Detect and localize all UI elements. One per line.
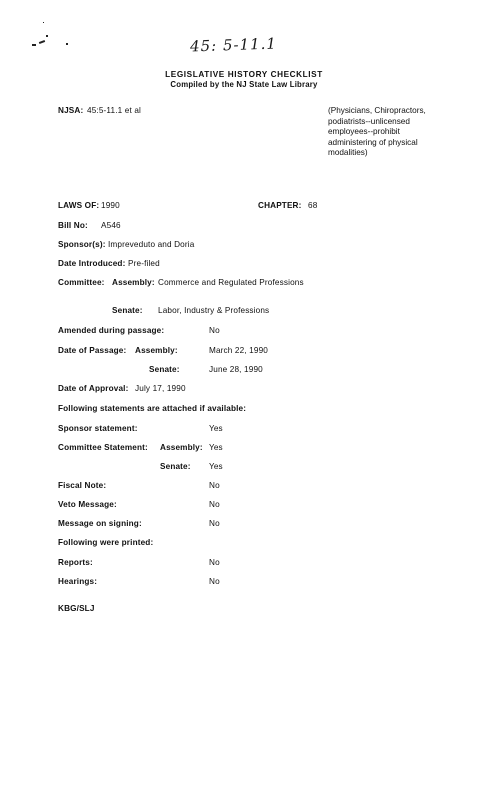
passage-senate-value: June 28, 1990 [209,365,263,374]
printed-heading: Following were printed: [58,538,154,547]
sponsor-statement-value: Yes [209,424,223,433]
committee-statement-assembly-value: Yes [209,443,223,452]
committee-assembly-value: Commerce and Regulated Professions [158,278,304,287]
amended-value: No [209,326,220,335]
committee-statement-assembly-label: Assembly: [160,443,203,452]
fiscal-note-value: No [209,481,220,490]
committee-senate-label: Senate: [112,306,143,315]
sponsors-value: Impreveduto and Doria [108,240,195,249]
scan-mark [43,22,44,23]
date-introduced-label: Date Introduced: [58,259,126,268]
committee-statement-senate-value: Yes [209,462,223,471]
laws-of-label: LAWS OF: [58,201,100,210]
passage-label: Date of Passage: [58,346,127,355]
committee-assembly-label: Assembly: [112,278,155,287]
message-on-signing-label: Message on signing: [58,519,142,528]
committee-senate-value: Labor, Industry & Professions [158,306,270,315]
committee-statement-label: Committee Statement: [58,443,148,452]
scan-mark [39,40,45,44]
scan-mark [66,43,68,45]
sponsor-statement-label: Sponsor statement: [58,424,138,433]
bill-no-value: A546 [101,221,121,230]
hearings-value: No [209,577,220,586]
scan-mark [46,35,48,37]
njsa-description: (Physicians, Chiropractors, podiatrists--unlicensed employees--prohibit administering of physical modalities) [328,106,426,158]
approval-label: Date of Approval: [58,384,129,393]
committee-label: Committee: [58,278,105,287]
date-introduced-value: Pre-filed [128,259,160,268]
committee-statement-senate-label: Senate: [160,462,191,471]
njsa-label: NJSA: [58,106,84,115]
njsa-value: 45:5-11.1 et al [87,106,141,115]
veto-message-label: Veto Message: [58,500,117,509]
chapter-label: CHAPTER: [258,201,302,210]
statements-heading: Following statements are attached if available: [58,404,247,413]
bill-no-label: Bill No: [58,221,88,230]
passage-assembly-label: Assembly: [135,346,178,355]
sponsors-label: Sponsor(s): [58,240,106,249]
hearings-label: Hearings: [58,577,98,586]
initials: KBG/SLJ [58,604,95,613]
handwritten-note: 45: 5-11.1 [189,34,278,56]
reports-value: No [209,558,220,567]
passage-assembly-value: March 22, 1990 [209,346,268,355]
reports-label: Reports: [58,558,93,567]
passage-senate-label: Senate: [149,365,180,374]
approval-value: July 17, 1990 [135,384,186,393]
scan-mark [32,44,36,46]
amended-label: Amended during passage: [58,326,165,335]
document-subtitle: Compiled by the NJ State Law Library [170,80,318,89]
document-title: LEGISLATIVE HISTORY CHECKLIST [165,70,323,79]
chapter-value: 68 [308,201,318,210]
fiscal-note-label: Fiscal Note: [58,481,107,490]
message-on-signing-value: No [209,519,220,528]
veto-message-value: No [209,500,220,509]
laws-of-value: 1990 [101,201,120,210]
